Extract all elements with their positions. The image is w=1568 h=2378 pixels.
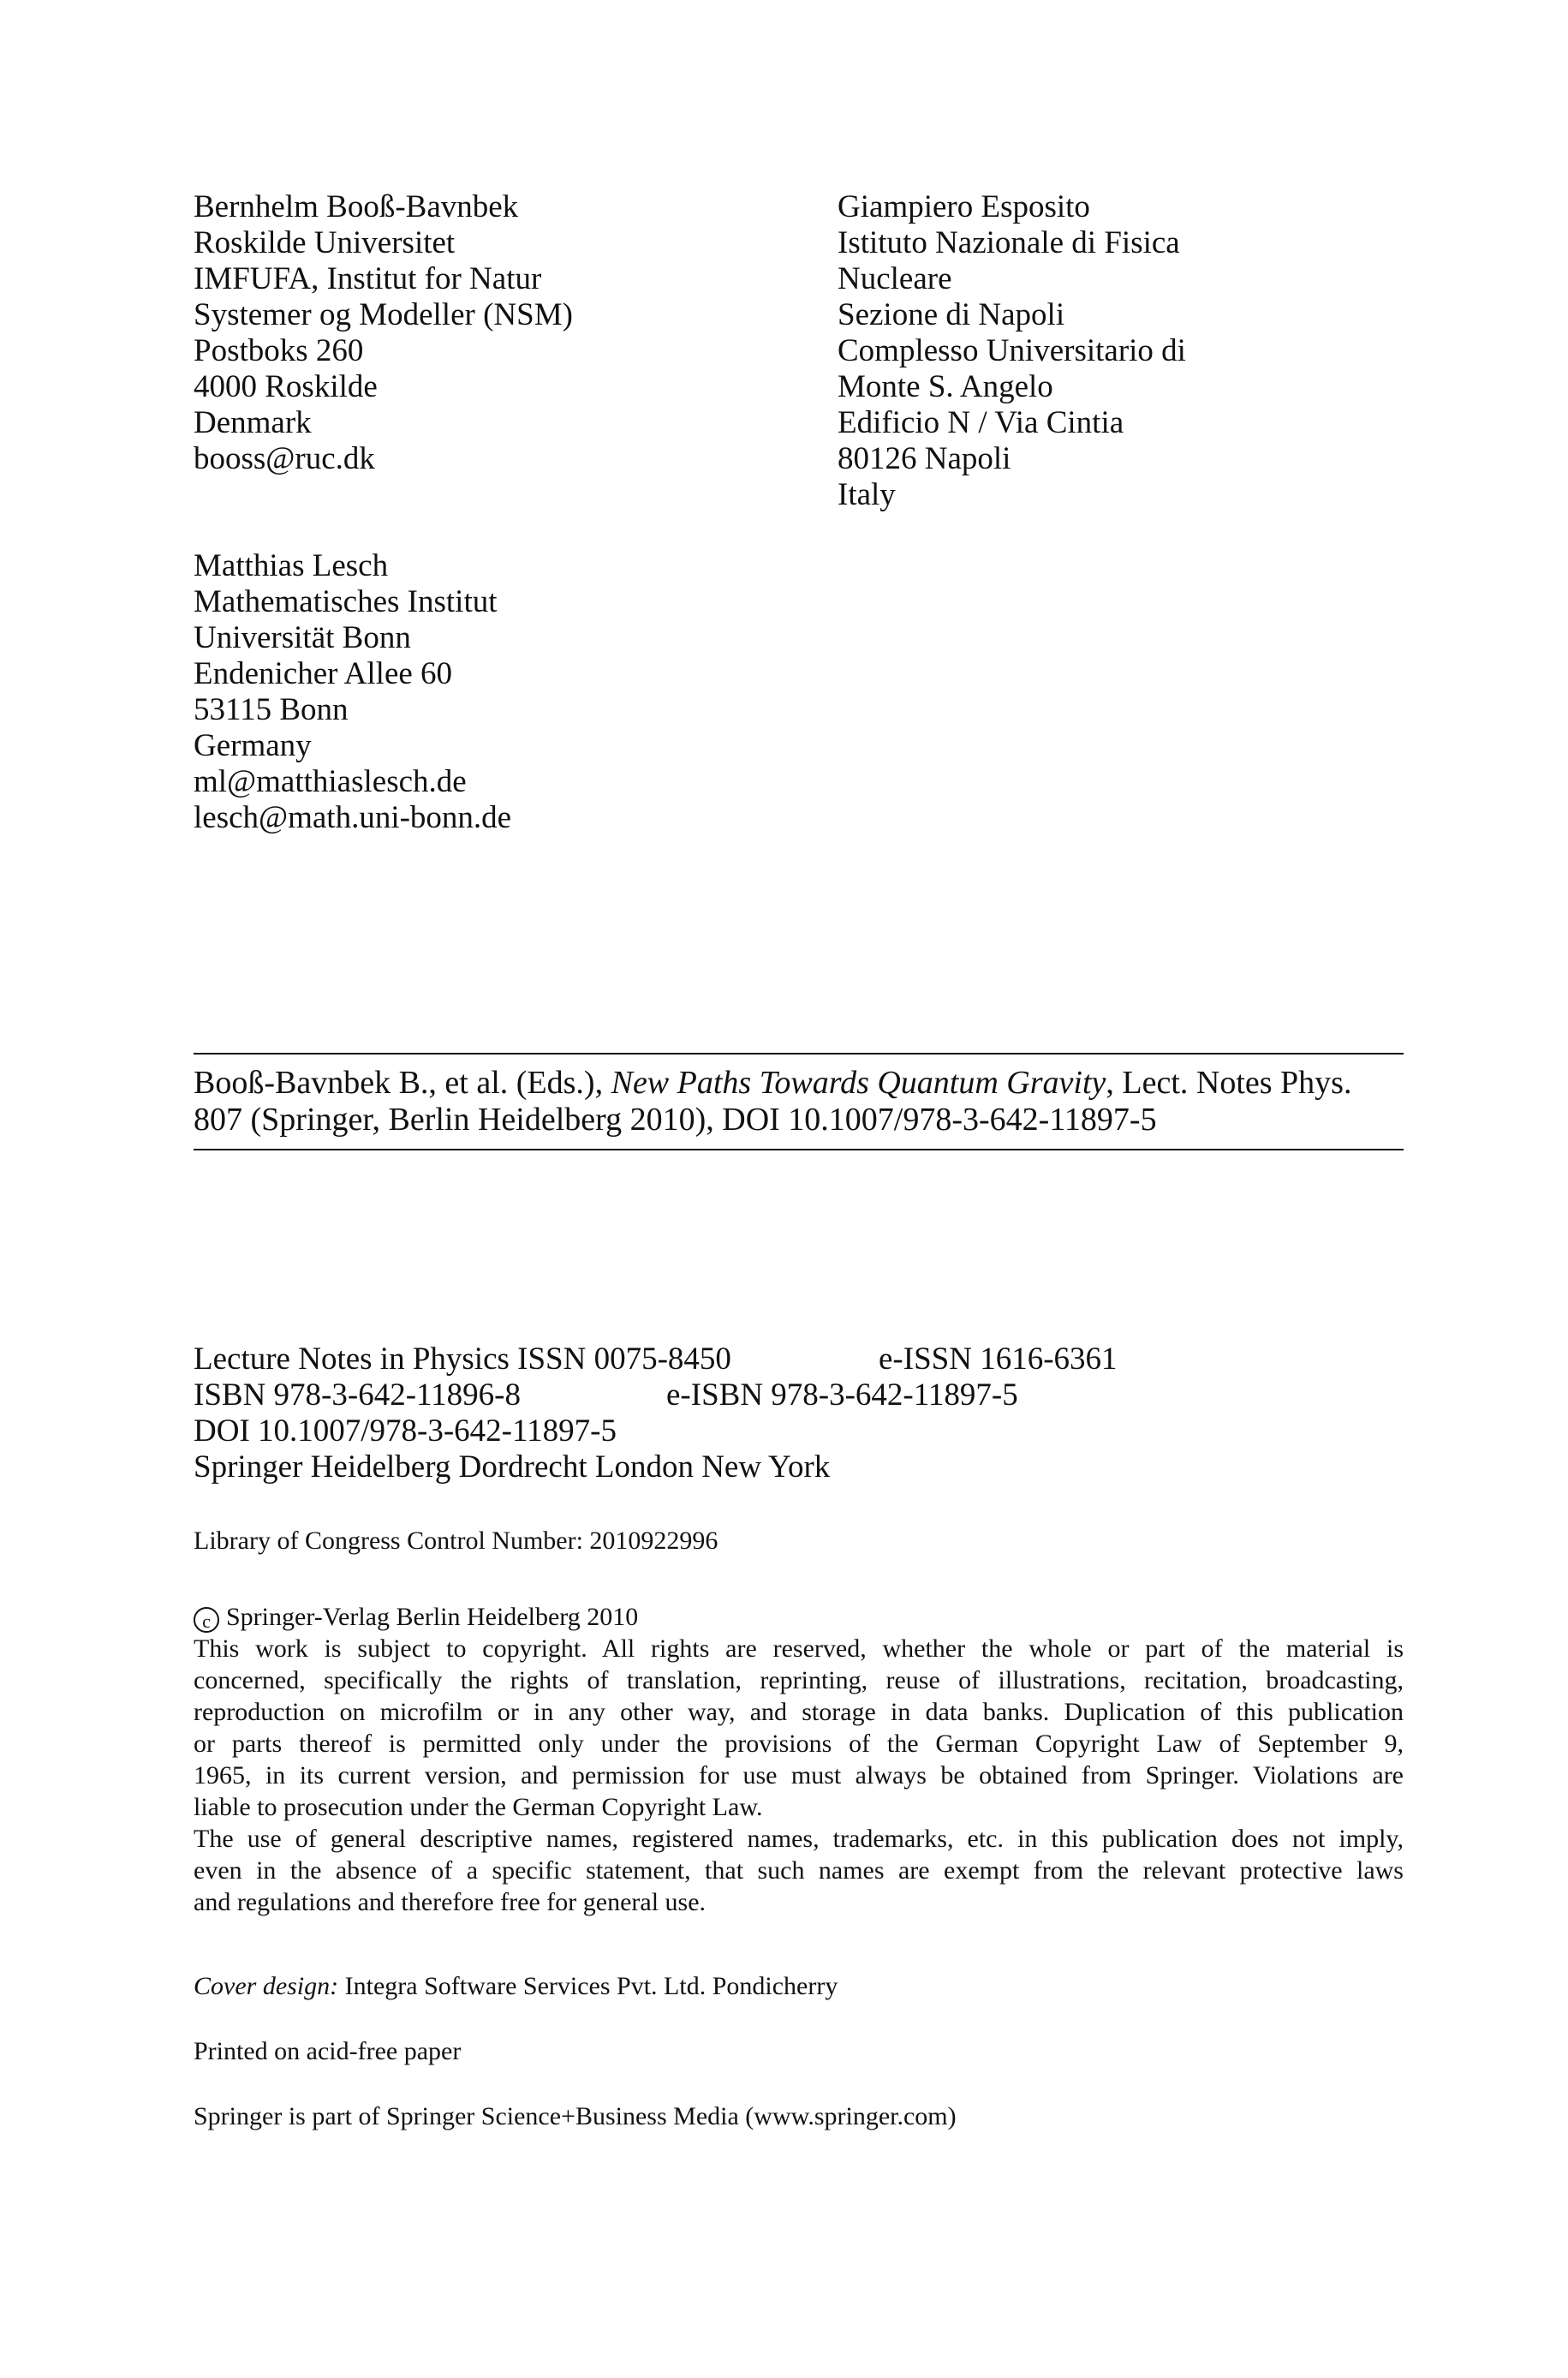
email-address: booss@ruc.dk xyxy=(194,441,375,476)
copyright-text-line: liable to prosecution under the German Copyright Law. xyxy=(194,1793,763,1821)
publisher-cities: Springer Heidelberg Dordrecht London New York xyxy=(194,1449,831,1485)
address-line: Universität Bonn xyxy=(194,620,411,655)
editor-address-esposito xyxy=(838,189,1186,513)
editor-name: Giampiero Esposito xyxy=(838,189,1090,224)
copyright-text-line: reproduction on microfilm or in any other way, and storage in data banks. Duplication of this publication xyxy=(194,1698,1404,1726)
address-line: 80126 Napoli xyxy=(838,441,1011,476)
isbn: ISBN 978-3-642-11896-8 xyxy=(194,1377,521,1413)
editor-name: Bernhelm Booß-Bavnbek xyxy=(194,189,519,224)
copyright-text-line: or parts thereof is permitted only under the provisions of the German Copyright Law of September 9, xyxy=(194,1730,1404,1758)
address-line: Istituto Nazionale di Fisica xyxy=(838,225,1180,260)
address-line: Postboks 260 xyxy=(194,333,364,368)
series-issn: Lecture Notes in Physics ISSN 0075-8450 xyxy=(194,1341,731,1377)
address-line: Sezione di Napoli xyxy=(838,297,1065,332)
address-line: Endenicher Allee 60 xyxy=(194,656,453,691)
cover-design-label: Cover design: xyxy=(194,1972,339,2000)
copyright-text-line: This work is subject to copyright. All rights are reserved, whether the whole or part of the material is xyxy=(194,1634,1404,1663)
address-line: Italy xyxy=(838,477,896,512)
trademark-text-line: The use of general descriptive names, registered names, trademarks, etc. in this publication does not imply, xyxy=(194,1825,1404,1853)
citation-line-2: 807 (Springer, Berlin Heidelberg 2010), DOI 10.1007/978-3-642-11897-5 xyxy=(194,1102,1157,1138)
publication-metadata xyxy=(194,1341,1118,1485)
address-line: Edificio N / Via Cintia xyxy=(838,405,1124,440)
library-of-congress-number: Library of Congress Control Number: 2010922996 xyxy=(194,1527,718,1555)
citation-line-1: Booß-Bavnbek B., et al. (Eds.), New Paths Towards Quantum Gravity, Lect. Notes Phys. xyxy=(194,1065,1352,1101)
editor-address-lesch xyxy=(194,548,511,836)
address-line: IMFUFA, Institut for Natur xyxy=(194,261,542,296)
isbn-row xyxy=(194,1377,1018,1413)
trademark-text-line: and regulations and therefore free for general use. xyxy=(194,1888,706,1916)
cover-design-value: Integra Software Services Pvt. Ltd. Pondicherry xyxy=(338,1972,838,2000)
address-line: Nucleare xyxy=(838,261,952,296)
address-line: Germany xyxy=(194,728,312,763)
editor-name: Matthias Lesch xyxy=(194,548,389,583)
address-line: Monte S. Angelo xyxy=(838,369,1053,404)
copyright-notice xyxy=(194,1601,1404,1918)
cover-design-credit xyxy=(194,1970,1404,2002)
copyright-text-line: concerned, specifically the rights of translation, reprinting, reuse of illustrations, recitation, broadcasting, xyxy=(194,1666,1404,1694)
book-title: New Paths Towards Quantum Gravity xyxy=(611,1065,1106,1101)
e-issn: e-ISSN 1616-6361 xyxy=(879,1341,1118,1377)
address-line: Systemer og Modeller (NSM) xyxy=(194,297,573,332)
address-line: Roskilde Universitet xyxy=(194,225,456,260)
email-address: ml@matthiaslesch.de xyxy=(194,764,467,799)
springer-note: Springer is part of Springer Science+Business Media (www.springer.com) xyxy=(194,2102,957,2130)
citation-box xyxy=(194,1053,1404,1150)
address-line: Denmark xyxy=(194,405,312,440)
doi: DOI 10.1007/978-3-642-11897-5 xyxy=(194,1413,617,1449)
trademark-text-line: even in the absence of a specific statement, that such names are exempt from the relevant protective laws xyxy=(194,1856,1404,1885)
copyright-icon: c xyxy=(194,1607,219,1633)
copyright-holder-line xyxy=(194,1601,1404,1633)
address-line: Complesso Universitario di xyxy=(838,333,1186,368)
copyright-text-line: 1965, in its current version, and permission for use must always be obtained from Springer. Violations are xyxy=(194,1761,1404,1789)
address-line: 53115 Bonn xyxy=(194,692,349,727)
acid-free-paper-note: Printed on acid-free paper xyxy=(194,2037,462,2065)
address-line: 4000 Roskilde xyxy=(194,369,378,404)
e-isbn: e-ISBN 978-3-642-11897-5 xyxy=(666,1377,1018,1413)
series-issn-row xyxy=(194,1341,1118,1377)
editor-address-booss-bavnbek xyxy=(194,189,573,477)
address-line: Mathematisches Institut xyxy=(194,584,498,619)
email-address: lesch@math.uni-bonn.de xyxy=(194,800,512,835)
copyright-holder: Springer-Verlag Berlin Heidelberg 2010 xyxy=(226,1603,639,1631)
